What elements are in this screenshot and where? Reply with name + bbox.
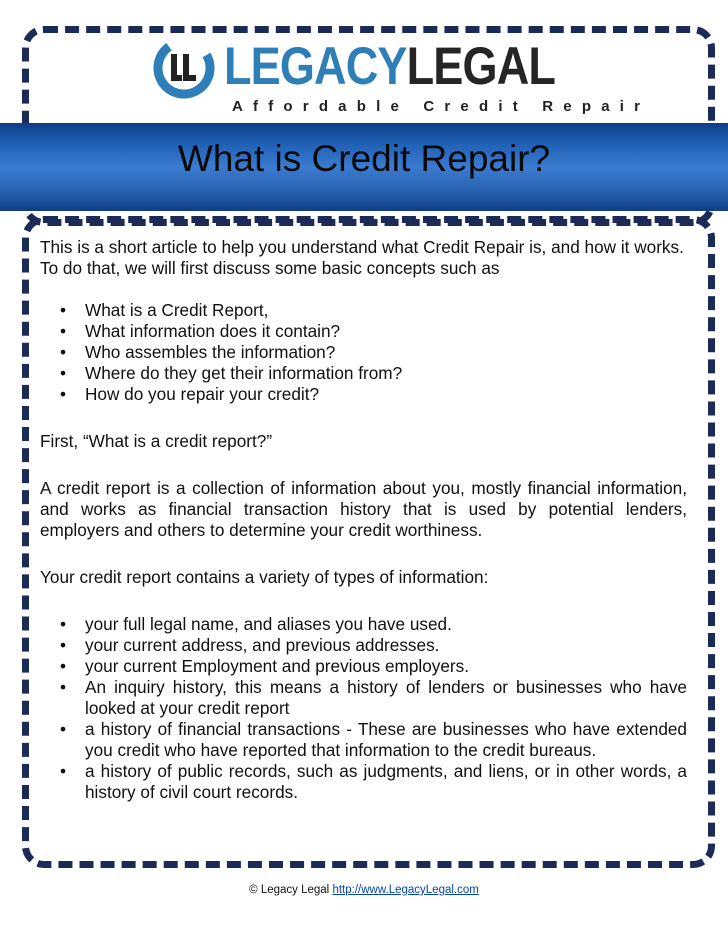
list-item: • Where do they get their information from? — [40, 363, 687, 384]
logo-tagline: Affordable Credit Repair — [232, 98, 651, 115]
page-footer — [0, 884, 728, 896]
list-item: • What is a Credit Report, — [40, 300, 687, 321]
logo-word-legacy: LEGACY — [224, 37, 407, 96]
list-item: • a history of public records, such as judgments, and liens, or in other words, a history of civil court records. — [40, 761, 687, 803]
definition-paragraph: A credit report is a collection of information about you, mostly financial information, and works as financial transaction history that is used by potential lenders, employers and others to determine your credit worthiness. — [40, 478, 687, 540]
list-item: • a history of financial transactions - These are businesses who have extended you credit who have reported that information to the credit bureaus. — [40, 719, 687, 761]
concepts-list — [40, 300, 687, 405]
footer-website-link[interactable]: http://www.LegacyLegal.com — [332, 884, 479, 896]
list-item: • your current address, and previous addresses. — [40, 635, 687, 656]
legacy-legal-logo — [152, 34, 651, 122]
article-body — [40, 237, 687, 803]
list-item: • your full legal name, and aliases you have used. — [40, 614, 687, 635]
contents-list — [40, 614, 687, 803]
intro-paragraph: This is a short article to help you understand what Credit Repair is, and how it works. To do that, we will first discuss some basic concepts such as — [40, 237, 684, 278]
list-item: • What information does it contain? — [40, 321, 687, 342]
logo-mark-icon — [152, 36, 216, 100]
list-item: • your current Employment and previous employers. — [40, 656, 687, 677]
list-item: • How do you repair your credit? — [40, 384, 687, 405]
logo-wordmark — [224, 36, 555, 98]
list-item: • An inquiry history, this means a history of lenders or businesses who have looked at your credit report — [40, 677, 687, 719]
logo-word-legal: LEGAL — [406, 37, 556, 96]
question-heading: First, “What is a credit report?” — [40, 431, 273, 451]
contents-lead: Your credit report contains a variety of types of information: — [40, 567, 489, 587]
page-title: What is Credit Repair? — [177, 138, 551, 179]
list-item: • Who assembles the information? — [40, 342, 687, 363]
footer-copyright: © Legacy Legal — [249, 884, 330, 896]
